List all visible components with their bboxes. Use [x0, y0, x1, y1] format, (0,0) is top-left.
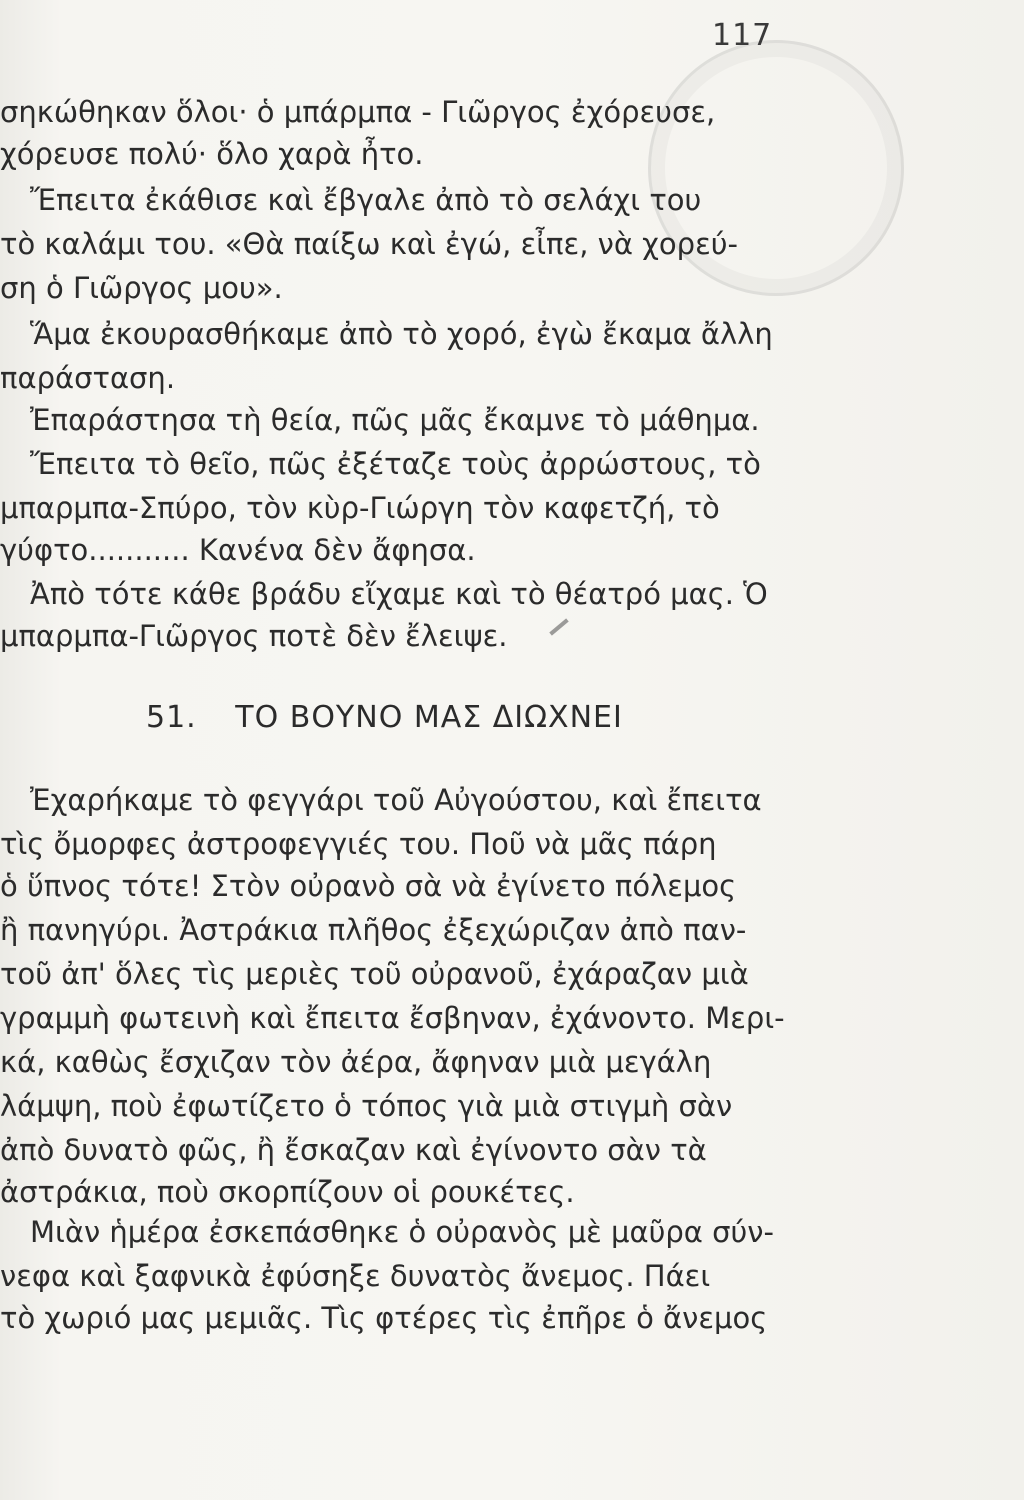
text-line: Ἐπαράστησα τὴ θεία, πῶς μᾶς ἔκαμνε τὸ μάθημα.: [30, 403, 760, 437]
page-number: 117: [712, 18, 773, 53]
chapter-number: 51.: [146, 700, 197, 735]
text-line: παράσταση.: [0, 361, 176, 395]
text-line: Ἔπειτα ἐκάθισε καὶ ἔβγαλε ἀπὸ τὸ σελάχι του: [30, 183, 702, 217]
text-line: τὸ χωριό μας μεμιᾶς. Τὶς φτέρες τὶς ἐπῆρε ὁ ἄνεμος: [0, 1301, 768, 1335]
text-line: γραμμὴ φωτεινὴ καὶ ἔπειτα ἔσβηναν, ἐχάνοντο. Μερι-: [0, 1001, 785, 1035]
text-line: Ἔπειτα τὸ θεῖο, πῶς ἐξέταζε τοὺς ἀρρώστους, τὸ: [30, 447, 761, 481]
text-line: μπαρμπα-Γιῶργος ποτὲ δὲν ἔλειψε.: [0, 619, 508, 653]
pencil-mark: [549, 618, 568, 635]
text-line: λάμψη, ποὺ ἐφωτίζετο ὁ τόπος γιὰ μιὰ στιγμὴ σὰν: [0, 1089, 733, 1123]
text-line: κά, καθὼς ἔσχιζαν τὸν ἀέρα, ἄφηναν μιὰ μεγάλη: [0, 1045, 712, 1079]
text-line: τοῦ ἀπ' ὅλες τὶς μεριὲς τοῦ οὐρανοῦ, ἐχάραζαν μιὰ: [0, 957, 749, 991]
text-line: ὁ ὕπνος τότε! Στὸν οὐρανὸ σὰ νὰ ἐγίνετο πόλεμος: [0, 869, 737, 903]
text-line: Ἐχαρήκαμε τὸ φεγγάρι τοῦ Αὐγούστου, καὶ ἔπειτα: [30, 783, 762, 817]
text-line: σηκώθηκαν ὅλοι· ὁ μπάρμπα - Γιῶργος ἐχόρευσε,: [0, 95, 716, 129]
text-line: τὶς ὄμορφες ἀστροφεγγιές του. Ποῦ νὰ μᾶς πάρη: [0, 827, 717, 861]
text-line: γύφτο........... Κανένα δὲν ἄφησα.: [0, 533, 476, 567]
chapter-title: ΤΟ ΒΟΥΝΟ ΜΑΣ ΔΙΩΧΝΕΙ: [235, 700, 623, 735]
text-line: ση ὁ Γιῶργος μου».: [0, 271, 283, 305]
text-line: ἀπὸ δυνατὸ φῶς, ἢ ἔσκαζαν καὶ ἐγίνοντο σὰν τὰ: [0, 1133, 707, 1167]
text-line: ἀστράκια, ποὺ σκορπίζουν οἱ ρουκέτες.: [0, 1175, 575, 1209]
text-line: νεφα καὶ ξαφνικὰ ἐφύσηξε δυνατὸς ἄνεμος. Πάει: [0, 1259, 711, 1293]
text-line: χόρευσε πολύ· ὅλο χαρὰ ἦτο.: [0, 137, 424, 171]
text-line: Ἀπὸ τότε κάθε βράδυ εἴχαμε καὶ τὸ θέατρό μας. Ὁ: [30, 577, 768, 611]
text-line: Ἅμα ἐκουρασθήκαμε ἀπὸ τὸ χορό, ἐγὼ ἔκαμα ἄλλη: [30, 317, 773, 351]
text-line: μπαρμπα-Σπύρο, τὸν κὺρ-Γιώργη τὸν καφετζή, τὸ: [0, 491, 720, 525]
text-line: Μιὰν ἡμέρα ἐσκεπάσθηκε ὁ οὐρανὸς μὲ μαῦρα σύν-: [30, 1215, 774, 1249]
text-line: τὸ καλάμι του. «Θὰ παίξω καὶ ἐγώ, εἶπε, νὰ χορεύ-: [0, 227, 738, 261]
text-line: ἢ πανηγύρι. Ἀστράκια πλῆθος ἐξεχώριζαν ἀπὸ παν-: [0, 913, 747, 947]
chapter-heading: [146, 700, 623, 735]
